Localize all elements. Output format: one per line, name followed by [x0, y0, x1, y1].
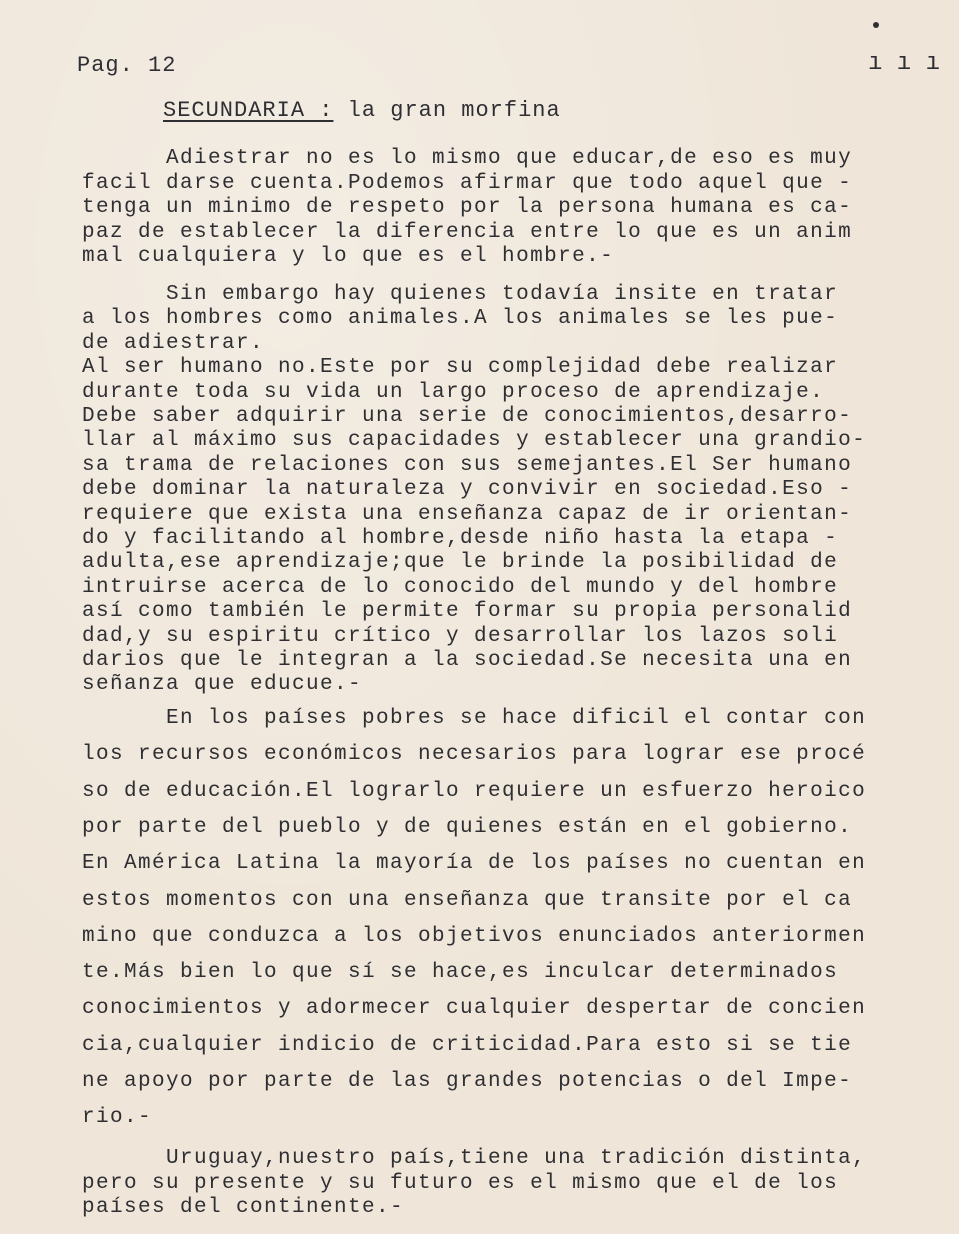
text-line: En los países pobres se hace dificil el contar con	[82, 707, 867, 730]
text-line: Al ser humano no.Este por su complejidad debe realizar	[82, 356, 839, 380]
text-line: llar al máximo sus capacidades y establecer una grandio-	[82, 429, 867, 453]
ink-dot	[873, 22, 879, 28]
page-number: Pag. 12	[77, 53, 177, 78]
text-line: sa trama de relaciones con sus semejantes.El Ser humano	[82, 453, 853, 477]
text-line: a los hombres como animales.A los animales se les pue-	[82, 307, 839, 331]
text-line: durante toda su vida un largo proceso de aprendizaje.	[82, 380, 825, 404]
text-line: Debe saber adquirir una serie de conocimientos,desarro-	[82, 405, 853, 428]
text-line: facil darse cuenta.Podemos afirmar que todo aquel que -	[82, 171, 853, 195]
text-line: rio.-	[82, 1106, 153, 1130]
text-line: así como también le permite formar su propia personalid	[82, 600, 853, 624]
text-line: debe dominar la naturaleza y convivir en sociedad.Eso -	[82, 478, 853, 502]
text-line: señanza que educue.-	[82, 673, 363, 697]
text-line: tenga un minimo de respeto por la persona humana es ca-	[82, 196, 853, 219]
text-line: do y facilitando al hombre,desde niño hasta la etapa -	[82, 527, 839, 550]
text-line: Uruguay,nuestro país,tiene una tradición distinta,	[82, 1147, 867, 1170]
text-line: países del continente.-	[82, 1196, 405, 1219]
text-line: estos momentos con una enseñanza que transite por el ca	[82, 888, 853, 912]
text-line: te.Más bien lo que sí se hace,es inculcar determinados	[82, 961, 839, 985]
text-line: intruirse acerca de lo conocido del mundo y del hombre	[82, 575, 839, 599]
text-line: En América Latina la mayoría de los países no cuentan en	[82, 852, 867, 876]
text-line: Sin embargo hay quienes todavía insite en tratar	[82, 283, 839, 306]
text-line: los recursos económicos necesarios para lograr ese procé	[82, 743, 867, 767]
text-line: conocimientos y adormecer cualquier despertar de concien	[82, 997, 867, 1021]
text-line: requiere que exista una enseñanza capaz de ir orientan-	[82, 502, 853, 526]
text-line: mino que conduzca a los objetivos enunciados anteriormen	[82, 924, 867, 948]
section-heading	[163, 98, 561, 123]
section-title: la gran morfina	[347, 98, 561, 123]
text-line: Adiestrar no es lo mismo que educar,de eso es muy	[82, 147, 853, 170]
text-line: so de educación.El lograrlo requiere un esfuerzo heroico	[82, 779, 867, 803]
text-line: paz de establecer la diferencia entre lo que es un anim	[82, 220, 853, 244]
section-label: SECUNDARIA :	[163, 98, 334, 123]
text-line: adulta,ese aprendizaje;que le brinde la posibilidad de	[82, 551, 839, 575]
text-line: de adiestrar.	[82, 331, 265, 355]
text-line: pero su presente y su futuro es el mismo que el de los	[82, 1171, 839, 1195]
text-line: darios que le integran a la sociedad.Se necesita una en	[82, 649, 853, 672]
text-line: dad,y su espiritu crítico y desarrollar los lazos soli	[82, 624, 839, 648]
text-line: ne apoyo por parte de las grandes potencias o del Impe-	[82, 1070, 853, 1093]
text-line: por parte del pueblo y de quienes están en el gobierno.	[82, 815, 853, 839]
text-line: mal cualquiera y lo que es el hombre.-	[82, 245, 615, 268]
text-line: cia,cualquier indicio de criticidad.Para esto si se tie	[82, 1033, 853, 1057]
corner-mark: ı ı ı	[868, 50, 941, 77]
